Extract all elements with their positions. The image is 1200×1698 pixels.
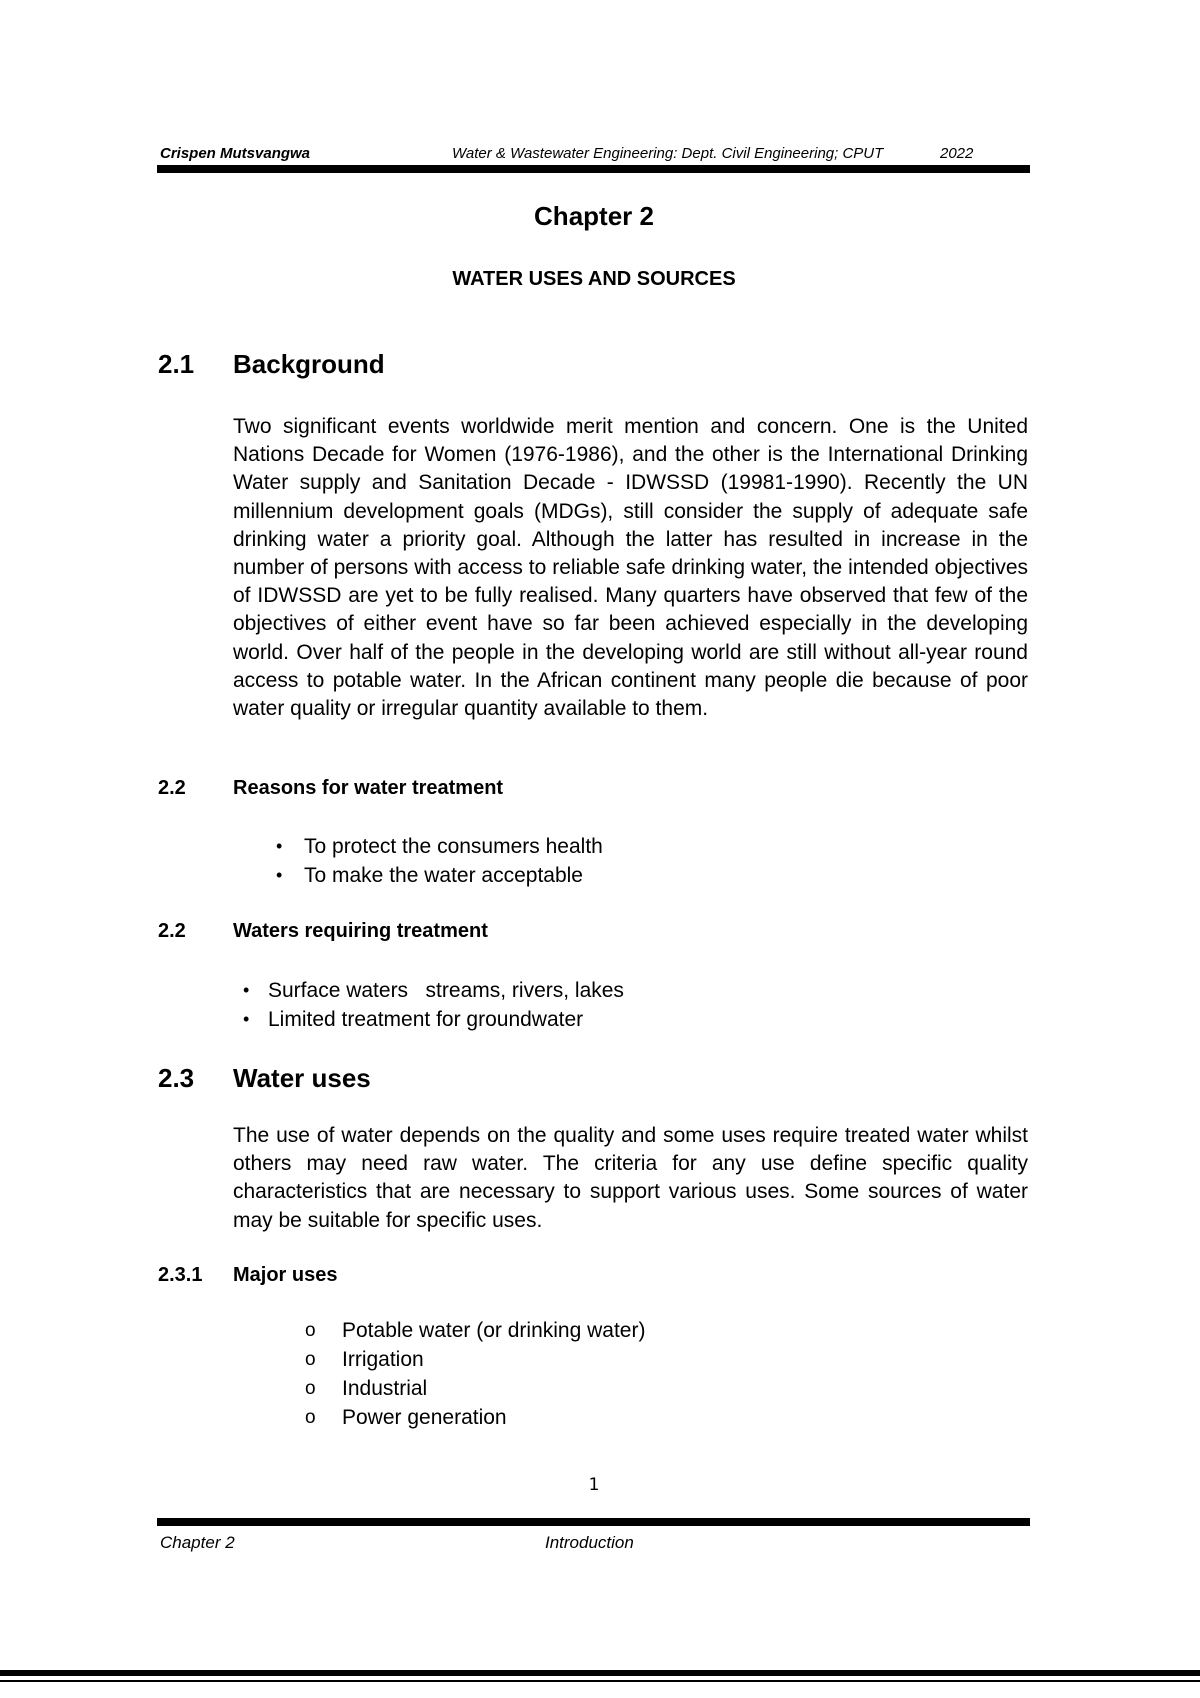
uses-paragraph: The use of water depends on the quality and some uses require treated water whilst others may need raw water. The criteria for any use define specific quality characteristics that are necessary to support various uses. Some sources of water may be suitable for specific uses. xyxy=(233,1124,1028,1232)
section-uses-heading xyxy=(158,1063,371,1094)
list-item xyxy=(305,1403,645,1432)
list-item xyxy=(305,1374,645,1403)
page-edge-divider xyxy=(0,1670,1200,1676)
chapter-subtitle: WATER USES AND SOURCES xyxy=(452,268,736,290)
bullet-icon: • xyxy=(243,1009,250,1029)
list-item-text: Irrigation xyxy=(342,1348,424,1371)
chapter-title: Chapter 2 xyxy=(534,201,654,231)
header-course: Water & Wastewater Engineering: Dept. Civil Engineering; CPUT xyxy=(452,145,884,162)
header-author: Crispen Mutsvangwa xyxy=(160,145,311,162)
background-paragraph: Two significant events worldwide merit mention and concern. One is the United Nations Decade for Women (1976-1986), and the other is the International Drinking Water supply and Sanitation Decade - IDWSSD (19981-1990). Recently the UN millennium development goals (MDGs), still consider the supply of adequate safe drinking water a priority goal. Although the latter has resulted in increase in the number of persons with access to reliable safe drinking water, the intended objectives of IDWSSD are yet to be fully realised. Many quarters have observed that few of the objectives of either event have so far been achieved especially in the developing world. Over half of the people in the developing world are still without all-year round access to potable water. In the African continent many people die because of poor water quality or irregular quantity available to them. xyxy=(233,415,1028,721)
section-reasons-heading xyxy=(158,777,504,800)
list-item-text: Surface waters streams, rivers, lakes xyxy=(268,979,624,1002)
section-title: Waters requiring treatment xyxy=(233,920,488,942)
section-number: 2.2 xyxy=(158,777,186,799)
footer-chapter: Chapter 2 xyxy=(160,1533,235,1552)
major-uses-list xyxy=(305,1316,645,1432)
circle-bullet-icon: o xyxy=(305,1349,316,1370)
list-item xyxy=(233,1005,624,1034)
bullet-icon: • xyxy=(276,865,283,885)
page-number: 1 xyxy=(588,1475,600,1495)
section-major-uses-heading xyxy=(158,1264,338,1287)
list-item xyxy=(268,861,603,890)
reasons-list xyxy=(268,832,603,890)
list-item xyxy=(268,832,603,861)
section-title: Major uses xyxy=(233,1264,338,1286)
section-background-heading xyxy=(158,349,385,380)
list-item-text: Power generation xyxy=(342,1406,507,1429)
section-number: 2.3.1 xyxy=(158,1264,203,1286)
page-edge-divider xyxy=(0,1680,1200,1682)
circle-bullet-icon: o xyxy=(305,1320,316,1341)
footer-rule xyxy=(157,1518,1030,1526)
bullet-icon: • xyxy=(243,980,250,1000)
section-title: Reasons for water treatment xyxy=(233,777,504,799)
list-item-text: To protect the consumers health xyxy=(304,835,603,858)
list-item-text: Potable water (or drinking water) xyxy=(342,1319,646,1342)
bullet-icon: • xyxy=(276,836,283,856)
header-year: 2022 xyxy=(940,145,974,162)
list-item xyxy=(305,1345,645,1374)
header-rule xyxy=(157,165,1030,173)
list-item-text: Limited treatment for groundwater xyxy=(268,1008,584,1031)
section-title: Water uses xyxy=(233,1063,371,1093)
section-number: 2.1 xyxy=(158,349,195,379)
circle-bullet-icon: o xyxy=(305,1378,316,1399)
circle-bullet-icon: o xyxy=(305,1407,316,1428)
list-item xyxy=(233,976,624,1005)
list-item xyxy=(305,1316,645,1345)
list-item-text: To make the water acceptable xyxy=(304,864,583,887)
list-item-text: Industrial xyxy=(342,1377,428,1400)
section-number: 2.3 xyxy=(158,1063,195,1093)
section-requiring-heading xyxy=(158,920,488,943)
footer-title: Introduction xyxy=(545,1533,634,1552)
section-title: Background xyxy=(233,349,385,379)
section-number: 2.2 xyxy=(158,920,186,942)
requiring-list xyxy=(233,976,624,1034)
